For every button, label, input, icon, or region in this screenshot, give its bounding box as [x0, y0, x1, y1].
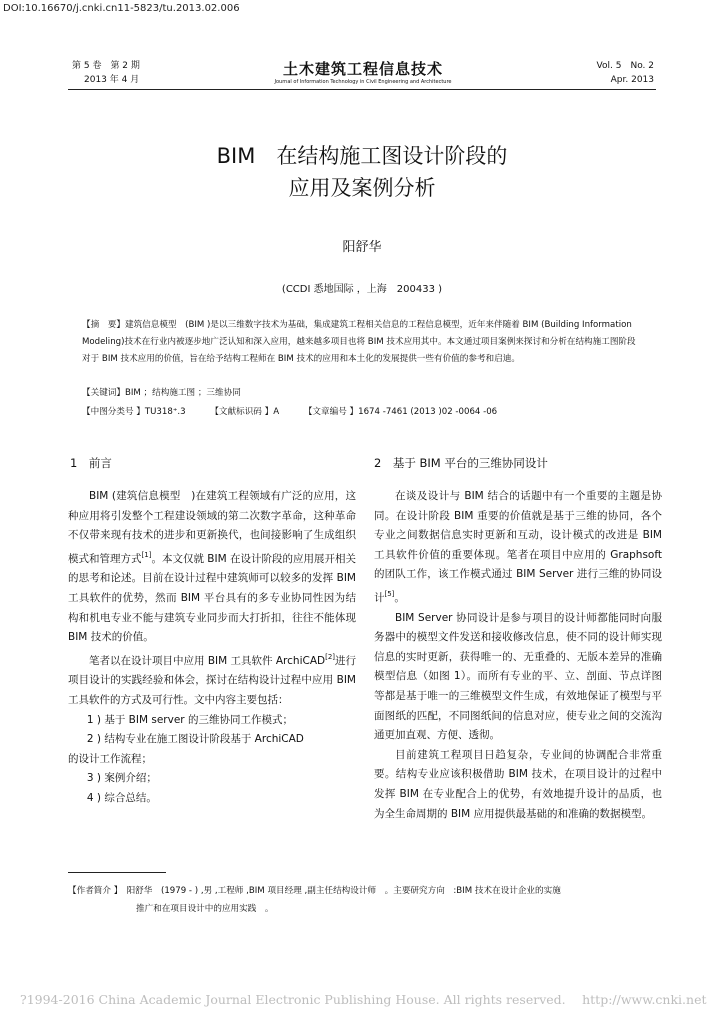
- journal-title-cn: 土木建筑工程信息技术: [282, 60, 443, 78]
- section-2-paragraph-1: 在谈及设计与 BIM 结合的话题中有一个重要的主题是协同。在设计阶段 BIM 重要的价值就是基于三维的协同，各个专业之间数据信息实时更新和互动，设计模式的改进是 BIM 工具软件价值的重要体现。笔者在项目中应用的 Graphsoft 的团队工作，该工作模式通过 BIM Server 进行三维的协同设计[5]。: [374, 490, 662, 604]
- clc-number: 【中图分类号 】TU318⁺.3: [82, 407, 186, 417]
- reference-marker[interactable]: [1]: [141, 550, 152, 559]
- author-affiliation: (CCDI 悉地国际 ，上海 200433 ): [281, 284, 443, 295]
- list-item-continuation: 的设计工作流程；: [68, 752, 152, 765]
- title-line-2: 应用及案例分析: [288, 176, 436, 200]
- document-code: 【文献标识码 】A: [210, 407, 280, 417]
- volume-issue-en: Vol. 5 No. 2: [596, 61, 654, 71]
- header-volume-cn: [72, 59, 192, 87]
- classification-line: [82, 404, 642, 420]
- doi-line: DOI:10.16670/j.cnki.cn11-5823/tu.2013.02.006: [3, 3, 240, 14]
- author-footnote: [68, 882, 648, 918]
- journal-masthead: [248, 58, 478, 86]
- reference-marker[interactable]: [5]: [384, 589, 395, 598]
- section-2-paragraph-3: 目前建筑工程项目日趋复杂，专业间的协调配合非常重要。结构专业应该积极借助 BIM 技术，在项目设计的过程中发挥 BIM 在专业配合上的优势，有效地提升设计的品质，也为全生命周期的 BIM 应用提供最基础的和准确的数据模型。: [374, 748, 662, 820]
- keywords: 【关键词】BIM ；结构施工图 ；三维协同: [82, 388, 241, 398]
- section-1-heading: 1 前言: [70, 456, 112, 470]
- section-2-heading: 2 基于 BIM 平台的三维协同设计: [374, 456, 548, 470]
- left-column: [68, 487, 356, 809]
- copyright-watermark: ?1994-2016 China Academic Journal Electronic Publishing House. All rights reserved. http://www.cnki.net: [20, 992, 707, 1007]
- journal-title-en: Journal of Information Technology in Civil Engineering and Architecture: [274, 79, 452, 85]
- list-item: 2 ) 结构专业在施工图设计阶段基于 ArchiCAD: [86, 733, 304, 746]
- list-item: 1 ) 基于 BIM server 的三维协同工作模式；: [86, 713, 293, 726]
- footnote-divider: [68, 872, 166, 873]
- volume-issue-cn: 第 5 卷 第 2 期: [72, 61, 140, 71]
- publish-date-cn: 2013 年 4 月: [84, 75, 140, 85]
- section-2-paragraph-2: BIM Server 协同设计是参与项目的设计师都能同时向服务器中的模型文件发送和接收修改信息，使不同的设计师实现信息的实时更新，获得唯一的、无重叠的、无版本差异的准确模型信息（如图 1）。而所有专业的平、立、剖面、节点详图等都是基于唯一的三维模型文件生成，有效地保证了模型与平面图纸的匹配，不同图纸间的信息对应，使专业之间的交流沟通更加直观、方便、透彻。: [374, 611, 662, 742]
- article-number: 【文章编号 】1674 -7461 (2013 )02 -0064 -06: [303, 407, 498, 417]
- header-volume-en: [570, 59, 654, 87]
- publish-date-en: Apr. 2013: [610, 75, 654, 85]
- reference-marker[interactable]: [2]: [325, 652, 336, 661]
- title-line-1: BIM 在结构施工图设计阶段的: [216, 144, 508, 168]
- right-column: [374, 487, 662, 824]
- abstract: 【摘 要】建筑信息模型 (BIM )是以三维数字技术为基础，集成建筑工程相关信息的工程信息模型，近年来伴随着 BIM (Building Information Modeling)技术在行业内被逐步地广泛认知和深入应用，越来越多项目也将 BIM 技术应用其中。本文通过项目案例来探讨和分析在结构施工图阶段对于 BIM 技术应用的价值，旨在给予结构工程师在 BIM 技术的应用和本土化的发展提供一些有价值的参考和启迪。: [82, 320, 636, 364]
- list-item: 4 ) 综合总结。: [86, 791, 157, 804]
- section-1-paragraph-1: BIM (建筑信息模型 )在建筑工程领域有广泛的应用，这种应用将引发整个工程建设领域的第二次数字革命，这种革命不仅带来现有技术的进步和更新换代，也间接影响了生成组织模式和管理方式[1]。本文仅就 BIM 在设计阶段的应用展开相关的思考和论述。目前在设计过程中建筑师可以较多的发挥 BIM 工具软件的优势，然而 BIM 平台具有的多专业协同性因为结构和机电专业不能与建筑专业同步而大打折扣，往往不能体现 BIM 技术的价值。: [68, 490, 356, 644]
- list-item: 3 ) 案例介绍；: [86, 772, 157, 785]
- header-divider: [68, 89, 656, 90]
- author-name: 阳舒华: [342, 240, 382, 255]
- footnote-line-2: 推广和在项目设计中的应用实践 。: [136, 904, 274, 914]
- article-title: [100, 140, 624, 204]
- footnote-line-1: 【作者简介 】 阳舒华 (1979 - ) ,男 ,工程师 ,BIM 项目经理 ,副主任结构设计师 。主要研究方向 :BIM 技术在设计企业的实施: [68, 886, 561, 896]
- section-1-paragraph-2: 笔者以在设计项目中应用 BIM 工具软件 ArchiCAD[2]进行项目设计的实践经验和体会，探讨在结构设计过程中应用 BIM 工具软件的方式及可行性。文中内容主要包括：: [68, 652, 357, 706]
